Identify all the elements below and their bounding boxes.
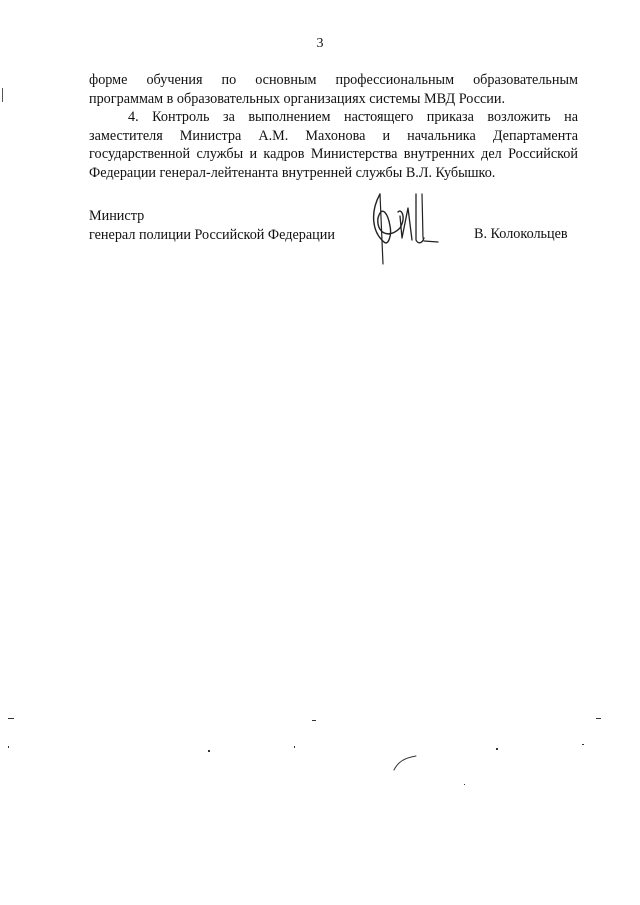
scan-speck — [8, 746, 9, 748]
scan-margin-mark — [2, 88, 3, 102]
paragraph-line: государственной службы и кадров Министерства внутренних дел Российской — [89, 146, 578, 162]
position-title: Министр — [89, 208, 145, 224]
paragraph-line: программам в образовательных организациях системы МВД России. — [89, 90, 506, 107]
page-number: 3 — [316, 36, 324, 51]
paragraph-line: форме обучения по основным профессиональным образовательным — [89, 72, 578, 88]
scan-speck — [582, 744, 584, 745]
scan-speck — [312, 720, 316, 721]
scan-speck — [496, 748, 498, 750]
paragraph-item-4 — [89, 108, 578, 182]
paragraph-line: 4. Контроль за выполнением настоящего приказа возложить на — [128, 109, 578, 125]
scan-speck — [464, 784, 465, 785]
scan-speck — [208, 750, 210, 752]
scan-speck — [596, 718, 601, 719]
scan-speck — [8, 718, 14, 719]
scan-stroke-mark — [392, 752, 418, 772]
paragraph-line: Федерации генерал-лейтенанта внутренней службы В.Л. Кубышко. — [89, 164, 496, 181]
paragraph-continuation — [89, 71, 578, 108]
signature-block — [89, 207, 335, 244]
signer-rank: генерал полиции Российской Федерации — [89, 226, 335, 243]
paragraph-line: заместителя Министра А.М. Махонова и начальника Департамента — [89, 127, 578, 144]
signer-name: В. Колокольцев — [474, 226, 568, 242]
scan-speck — [294, 746, 295, 748]
handwritten-signature — [366, 188, 446, 268]
